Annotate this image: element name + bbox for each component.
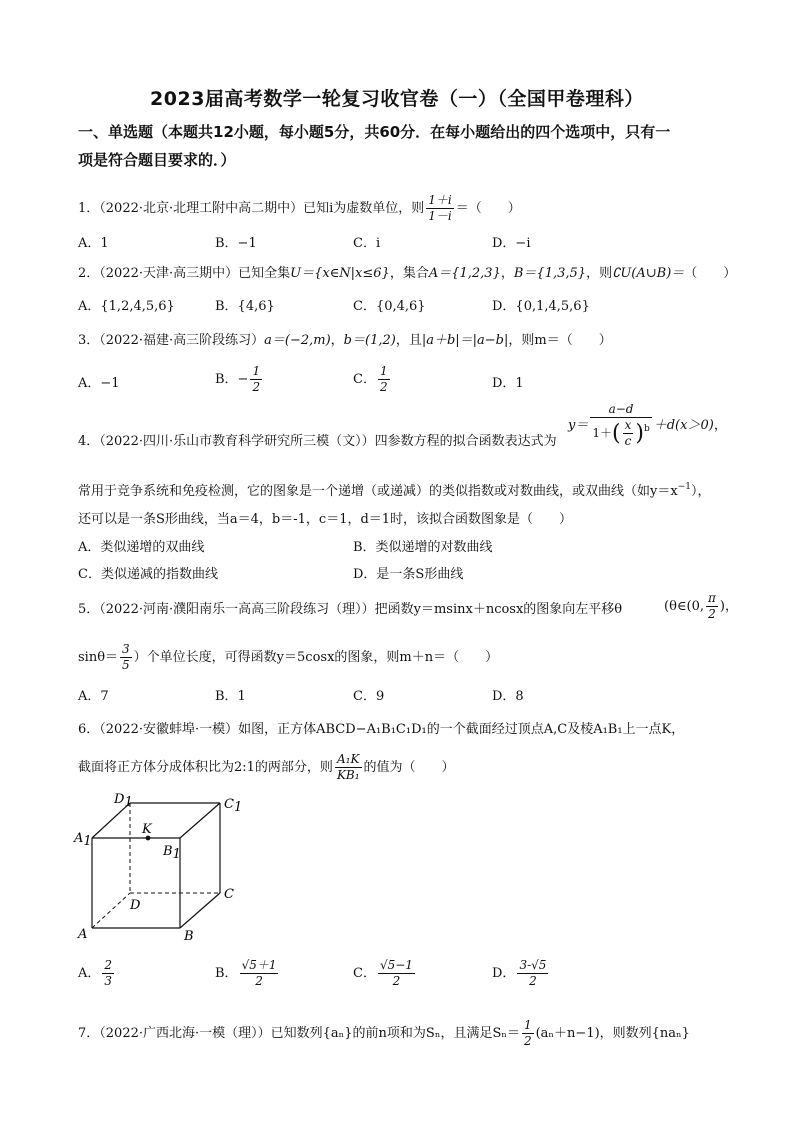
label-a1: A1 [74,831,92,849]
label-b: B [184,929,194,944]
q3-option-d[interactable]: D．1 [492,376,524,391]
section-heading [78,118,738,174]
question-4-stem: 4．（2022·四川·乐山市教育科学研究所三模（文））四参数方程的拟合函数表达式为 [78,434,557,449]
edge-b1-c1 [180,803,220,838]
label-k: K [142,822,152,837]
question-4-line-3: 还可以是一条S形曲线，当a＝4，b＝-1，c＝1，d＝1时，该拟合函数图象是（ ） [78,512,573,527]
q4-option-d[interactable]: D．是一条S形曲线 [353,567,464,582]
q5-interval: (θ∈(0, $\frac{\pi}{2}$ )， [664,591,738,621]
q3-option-a[interactable]: A．−1 [78,376,120,391]
q5-option-c[interactable]: C．9 [353,689,385,704]
label-c1: C1 [224,797,243,815]
q4-formula: y＝ a−d 1＋( $\frac{x}{c}$ )$^b$ ＋d(x＞0)， [568,402,727,448]
q3-option-c[interactable]: C． $\frac{1}{2}$ [353,364,388,394]
question-3-stem: 3．（2022·福建·高三阶段练习）a＝(−2,m)，b＝(1,2)，且|a＋b|＝|a−b|，则m＝（ ） [78,333,612,348]
edge-a-d-hidden [92,893,130,928]
cube-figure [70,788,250,948]
q1-fraction: $\frac{1+i}{1-i}$ [428,193,452,223]
question-5-stem: 5．（2022·河南·濮阳南乐一高高三阶段练习（理））把函数y＝msinx＋ncosx的图象向左平移θ [78,602,623,617]
section-line-2: 项是符合题目要求的．） [78,151,236,169]
q6-option-c[interactable]: C． $\frac{√5-1}{2}$ [353,958,413,988]
label-b1: B1 [163,844,181,862]
q2-option-c[interactable]: C．{0,4,6} [353,299,426,314]
q5-option-a[interactable]: A．7 [78,689,109,704]
question-6-line-2: 截面将正方体分成体积比为2:1的两部分，则 $\frac{\text{A₁K}}{\text{KB₁}}$ 的值为（ ） [78,752,455,782]
section-line-1: 一、单选题（本题共12小题，每小题5分，共60分．在每小题给出的四个选项中，只有一 [78,123,671,141]
q2-option-a[interactable]: A．{1,2,4,5,6} [78,299,175,314]
q6-option-d[interactable]: D． $\frac{3-√5}{2}$ [492,958,547,988]
question-5-line-2: sinθ＝ $\frac{3}{5}$ ）个单位长度，可得函数y＝5cosx的图象，则m＋n＝（ ） [78,642,499,672]
edge-b-c [180,893,220,928]
q4-option-c[interactable]: C．类似递减的指数曲线 [78,567,218,582]
label-d1: D1 [114,792,133,810]
q6-option-a[interactable]: A． $\frac{2}{3}$ [78,958,113,988]
q2-option-b[interactable]: B．{4,6} [215,299,275,314]
label-c: C [224,887,234,902]
q5-option-d[interactable]: D．8 [492,689,524,704]
question-1-stem: 1．（2022·北京·北理工附中高二期中）已知i为虚数单位，则 $\frac{1+i}{1-i}$ ＝（ ） [78,193,521,223]
q1-option-d[interactable]: D．−i [492,236,531,251]
q5-option-b[interactable]: B．1 [215,689,246,704]
page-title: 2023届高考数学一轮复习收官卷（一）（全国甲卷理科） [150,88,644,110]
q4-option-a[interactable]: A．类似递增的双曲线 [78,540,205,555]
question-6-stem: 6．（2022·安徽蚌埠·一模）如图，正方体ABCD−A₁B₁C₁D₁的一个截面经过顶点A,C及棱A₁B₁上一点K， [78,722,685,737]
q1-option-a[interactable]: A．1 [78,236,109,251]
question-2-stem: 2．（2022·天津·高三期中）已知全集U＝{x∈N|x≤6}，集合A＝{1,2,3}，B＝{1,3,5}，则∁U(A∪B)＝（ ） [78,266,737,281]
q2-option-d[interactable]: D．{0,1,4,5,6} [492,299,590,314]
q4-option-b[interactable]: B．类似递增的对数曲线 [353,540,493,555]
label-d: D [130,898,141,913]
q3-option-b[interactable]: B．− $\frac{1}{2}$ [215,364,261,394]
question-7-stem: 7．（2022·广西北海·一模（理））已知数列{aₙ}的前n项和为Sₙ，且满足Sₙ＝ $\frac{1}{2}$ (aₙ＋n−1)，则数列{naₙ} [78,1018,690,1048]
label-a: A [78,927,88,942]
question-4-line-2: 常用于竞争系统和免疫检测，它的图象是一个递增（或递减）的类似指数或对数曲线，或双曲线（如$y=x^{-1}$）， [78,482,711,499]
q1-option-b[interactable]: B．−1 [215,236,257,251]
q1-option-c[interactable]: C．i [353,236,381,251]
q6-option-b[interactable]: B． $\frac{√5+1}{2}$ [215,958,277,988]
